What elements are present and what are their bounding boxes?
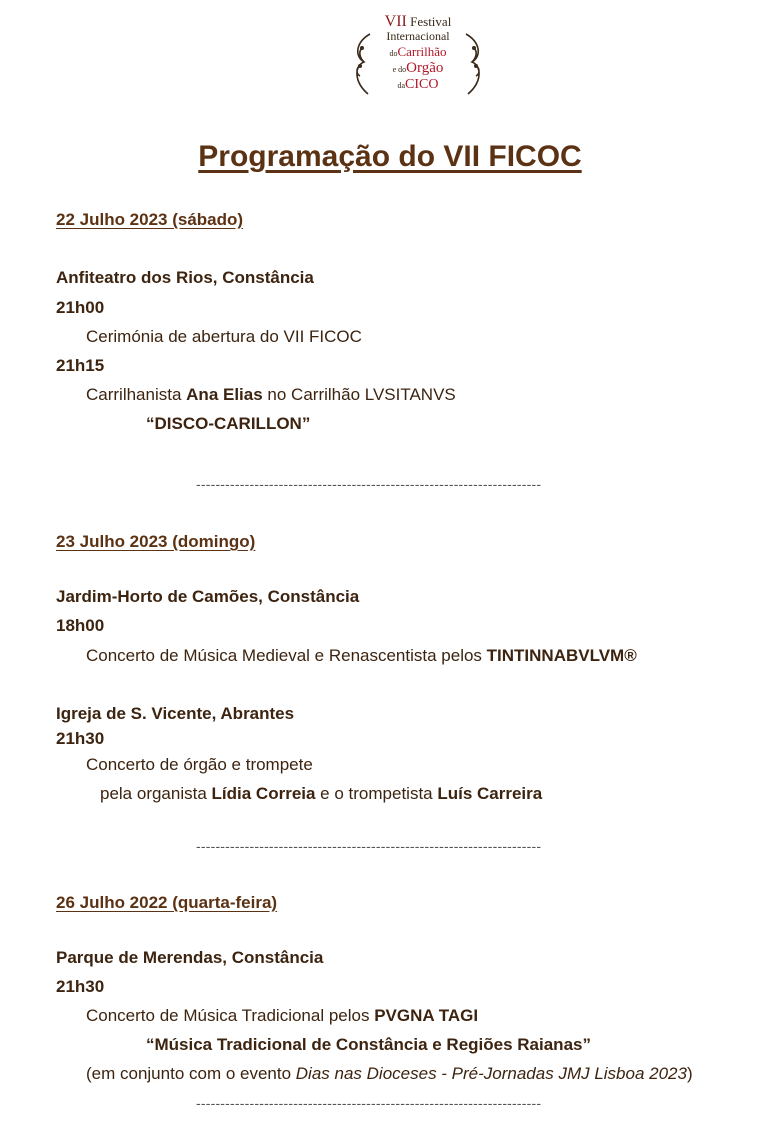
performer-pvgna-tagi: PVGNA TAGI — [374, 1006, 479, 1025]
day3-event-title: “Música Tradicional de Constância e Regiões Raianas” — [146, 1035, 591, 1054]
day2-event1 — [86, 646, 637, 666]
performer-tintinnabvlvm: TINTINNABVLVM® — [486, 646, 637, 665]
day3-note-end: ) — [686, 1064, 693, 1083]
day1-event2-title: “DISCO-CARILLON” — [146, 414, 311, 433]
festival-logo — [348, 14, 488, 98]
day1-event2 — [86, 385, 456, 405]
day2-event2: Concerto de órgão e trompete — [86, 755, 313, 774]
page-title: Programação do VII FICOC — [198, 140, 582, 173]
day2-date: 23 Julho 2023 (domingo) — [56, 532, 256, 551]
separator-1: ----------------------------------------------------------------------- — [196, 476, 542, 492]
day2-venue1: Jardim-Horto de Camões, Constância — [56, 587, 360, 606]
day2-event1-text: Concerto de Música Medieval e Renascentista pelos — [86, 646, 487, 665]
separator-3: ----------------------------------------------------------------------- — [196, 1095, 542, 1111]
logo-cico: CICO — [405, 77, 439, 92]
day1-date: 22 Julho 2023 (sábado) — [56, 210, 244, 229]
day2-event2-performers — [100, 784, 542, 804]
logo-roman: VII — [384, 13, 407, 30]
day1-event1: Cerimónia de abertura do VII FICOC — [86, 327, 362, 346]
logo-orgao: Orgão — [406, 60, 444, 76]
day2-time2: 21h30 — [56, 729, 105, 748]
day3-event-text: Concerto de Música Tradicional pelos — [86, 1006, 375, 1025]
day3-note-event: Dias nas Dioceses - Pré-Jornadas JMJ Lisboa 2023 — [295, 1064, 687, 1083]
day1-time1: 21h00 — [56, 298, 105, 317]
performer-ana-elias: Ana Elias — [186, 385, 263, 404]
performer-lidia-correia: Lídia Correia — [211, 784, 316, 803]
day1-time2: 21h15 — [56, 356, 105, 375]
day1-event2-text: Carrilhanista — [86, 385, 187, 404]
logo-do: do — [389, 49, 398, 58]
day3-note — [86, 1064, 693, 1084]
day1-venue: Anfiteatro dos Rios, Constância — [56, 268, 314, 287]
day3-date: 26 Julho 2022 (quarta-feira) — [56, 893, 278, 912]
day3-event — [86, 1006, 478, 1026]
day2-venue2: Igreja de S. Vicente, Abrantes — [56, 704, 295, 723]
day3-note-text: (em conjunto com o evento — [86, 1064, 296, 1083]
logo-festival: Festival — [410, 14, 452, 29]
day1-event2-text-end: no Carrilhão LVSITANVS — [262, 385, 456, 404]
logo-da: da — [397, 81, 406, 90]
day3-venue: Parque de Merendas, Constância — [56, 948, 324, 967]
logo-e-do: e do — [392, 65, 407, 74]
performer-luis-carreira: Luís Carreira — [437, 784, 543, 803]
day2-event2-text: pela organista — [100, 784, 212, 803]
day3-time: 21h30 — [56, 977, 105, 996]
logo-internacional: Internacional — [386, 29, 450, 43]
logo-carrilhao: Carrilhão — [397, 44, 447, 59]
day2-time1: 18h00 — [56, 616, 105, 635]
separator-2: ----------------------------------------------------------------------- — [196, 838, 542, 854]
day2-event2-text-mid: e o trompetista — [315, 784, 438, 803]
